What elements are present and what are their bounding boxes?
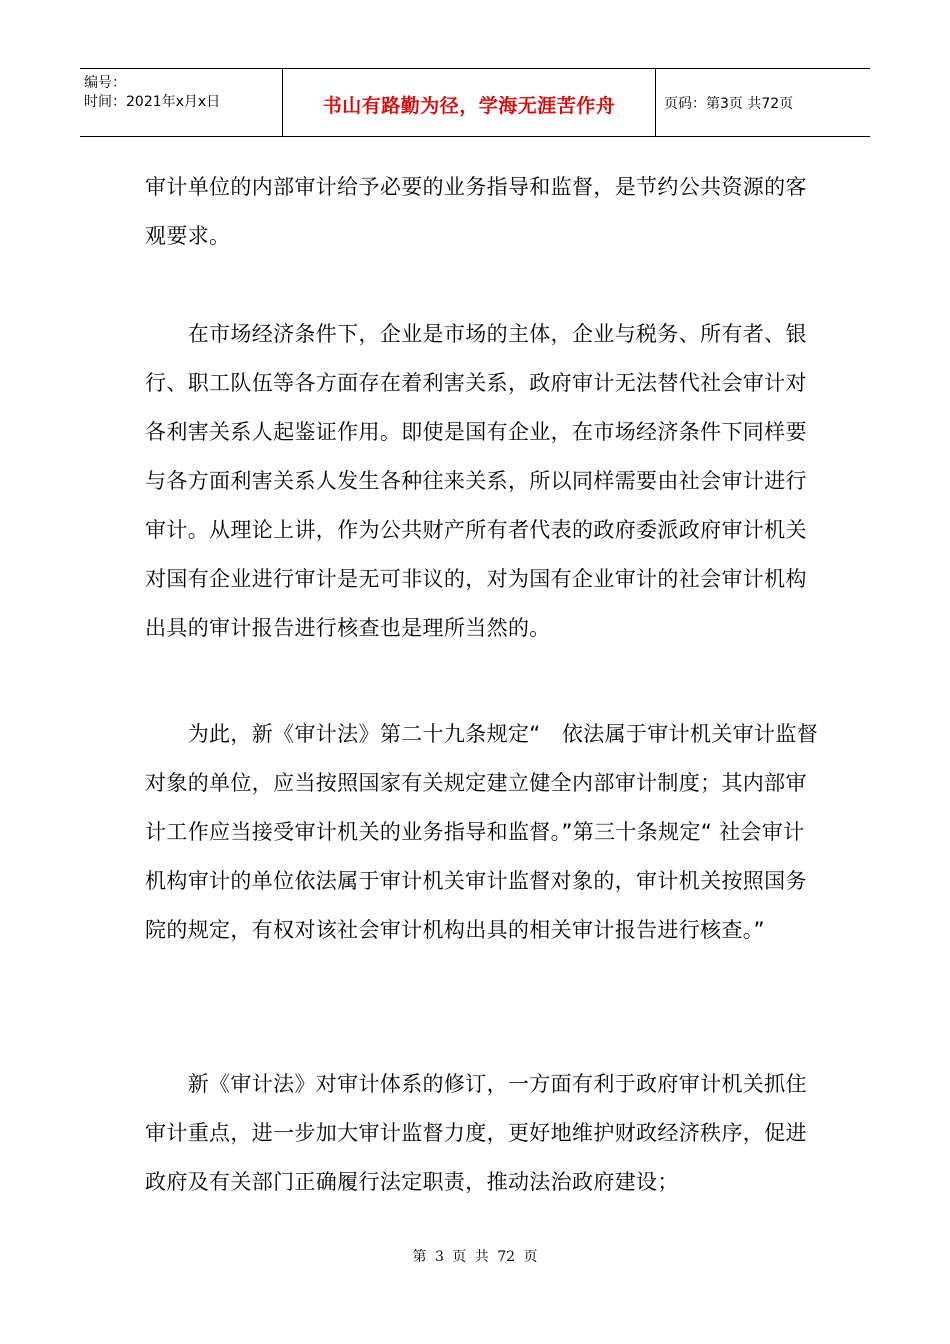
header-page-info: 页码：第3页 共72页 — [664, 96, 794, 112]
page-footer: 第 3 页 共 72 页 — [412, 1249, 538, 1265]
header-motto: 书山有路勤为径，学海无涯苦作舟 — [322, 95, 616, 117]
document-date-label: 时间：2021年x月x日 — [84, 94, 221, 110]
paragraph-1: 审计单位的内部审计给予必要的业务指导和监督，是节约公共资源的客观要求。 — [145, 175, 807, 248]
page-header — [80, 68, 870, 137]
header-motto-cell — [283, 69, 656, 136]
paragraph-2: 在市场经济条件下，企业是市场的主体，企业与税务、所有者、银行、职工队伍等各方面存在着利害关系，政府审计无法替代社会审计对各利害关系人起鉴证作用。即使是国有企业，在市场经济条件下同样要与各方面利害关系人发生各种往来关系，所以同样需要由社会审计进行审计。从理论上讲，作为公共财产所有者代表的政府委派政府审计机关对国有企业进行审计是无可非议的，对为国有企业审计的社会审计机构出具的审计报告进行核查也是理所当然的。 — [145, 322, 807, 640]
header-page-cell — [656, 69, 870, 136]
paragraph-3: 为此，新《审计法》第二十九条规定“ 依法属于审计机关审计监督对象的单位，应当按照国家有关规定建立健全内部审计制度；其内部审计工作应当接受审计机关的业务指导和监督。”第三十条规定“ 社会审计机构审计的单位依法属于审计机关审计监督对象的，审计机关按照国务院的规定，有权对该社会审计机构出具的相关审计报告进行核查。” — [145, 722, 819, 942]
document-number-label: 编号： — [84, 75, 126, 91]
header-meta-cell — [80, 69, 283, 136]
paragraph-4: 新《审计法》对审计体系的修订，一方面有利于政府审计机关抓住审计重点，进一步加大审计监督力度，更好地维护财政经济秩序，促进政府及有关部门正确履行法定职责，推动法治政府建设； — [145, 1072, 807, 1194]
